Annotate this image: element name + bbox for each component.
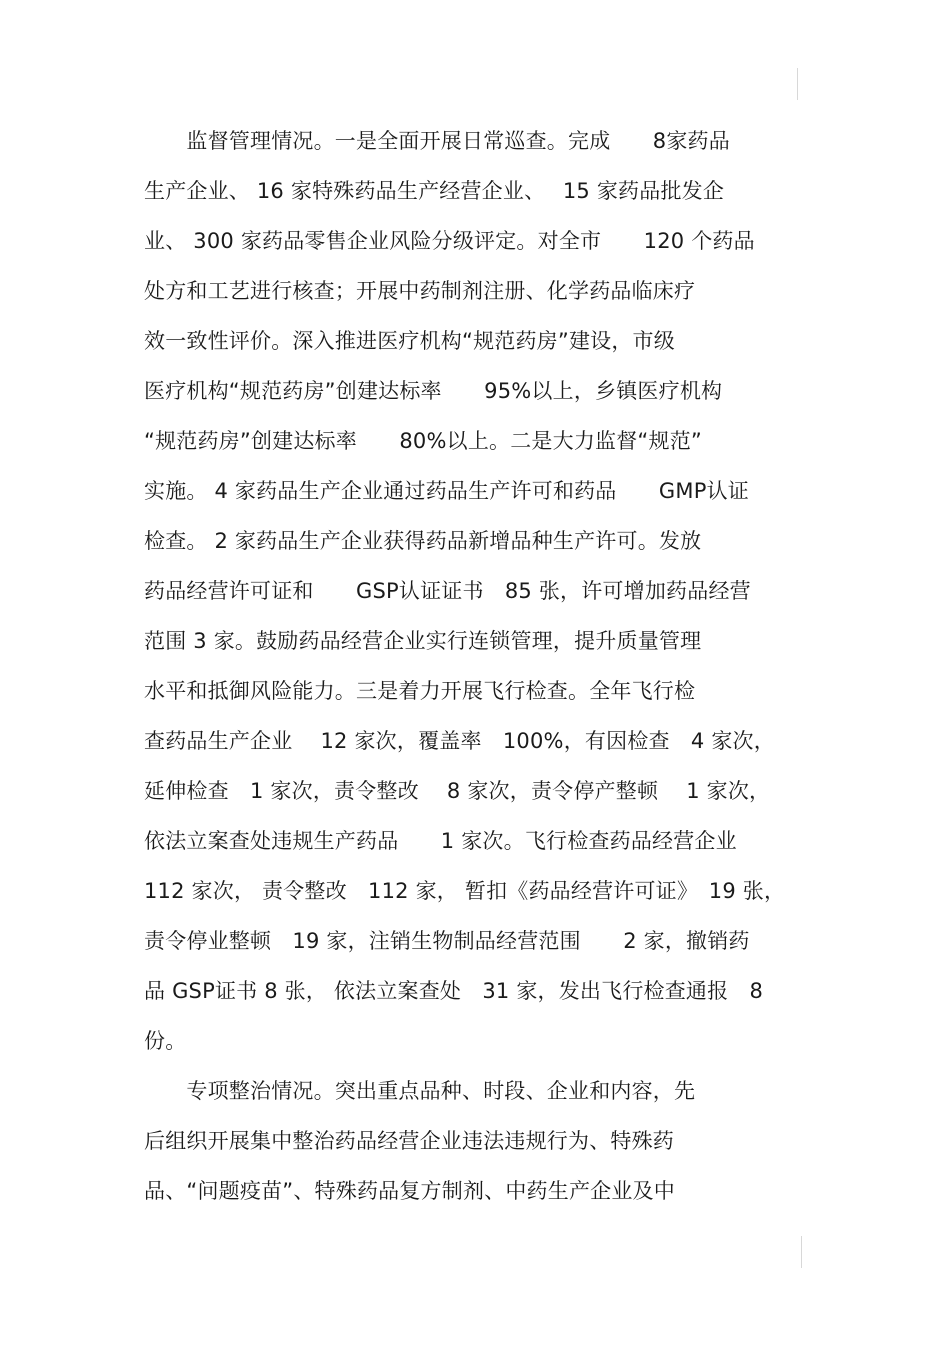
text-line: 延伸检查 1 家次，责令整改 8 家次，责令停产整顿 1 家次， <box>144 779 771 803</box>
text-line: 监督管理情况。一是全面开展日常巡查。完成 8家药品 <box>144 129 730 153</box>
text-line: 药品经营许可证和 GSP认证证书 85 张，许可增加药品经营 <box>144 579 751 603</box>
text-line: 业、 300 家药品零售企业风险分级评定。对全市 120 个药品 <box>144 229 755 253</box>
text-line: 范围 3 家。鼓励药品经营企业实行连锁管理，提升质量管理 <box>144 629 702 653</box>
text-line: 实施。 4 家药品生产企业通过药品生产许可和药品 GMP认证 <box>144 479 749 503</box>
text-line: 后组织开展集中整治药品经营企业违法违规行为、特殊药 <box>144 1129 674 1153</box>
text-line: 112 家次， 责令整改 112 家， 暂扣《药品经营许可证》 19 张， <box>144 879 786 903</box>
text-line: 处方和工艺进行核查；开展中药制剂注册、化学药品临床疗 <box>144 279 696 303</box>
text-line: 依法立案查处违规生产药品 1 家次。飞行检查药品经营企业 <box>144 829 737 853</box>
text-line: 品、“问题疫苗”、特殊药品复方制剂、中药生产企业及中 <box>144 1179 675 1203</box>
text-line: 品 GSP证书 8 张， 依法立案查处 31 家，发出飞行检查通报 8 <box>144 979 764 1003</box>
text-line: 专项整治情况。突出重点品种、时段、企业和内容，先 <box>144 1079 696 1103</box>
text-line: 检查。 2 家药品生产企业获得药品新增品种生产许可。发放 <box>144 529 702 553</box>
text-line: 水平和抵御风险能力。三是着力开展飞行检查。全年飞行检 <box>144 679 696 703</box>
text-line: 责令停业整顿 19 家，注销生物制品经营范围 2 家，撤销药 <box>144 929 750 953</box>
page-corner-mark-top <box>797 68 798 100</box>
text-line: 查药品生产企业 12 家次，覆盖率 100%，有因检查 4 家次， <box>144 729 775 753</box>
text-line: 效一致性评价。深入推进医疗机构“规范药房”建设，市级 <box>144 329 675 353</box>
text-line: 份。 <box>144 1029 187 1053</box>
text-line: 医疗机构“规范药房”创建达标率 95%以上，乡镇医疗机构 <box>144 379 723 403</box>
text-line: 生产企业、 16 家特殊药品生产经营企业、 15 家药品批发企 <box>144 179 725 203</box>
page-corner-mark-bottom <box>801 1236 802 1268</box>
text-line: “规范药房”创建达标率 80%以上。二是大力监督“规范” <box>144 429 702 453</box>
